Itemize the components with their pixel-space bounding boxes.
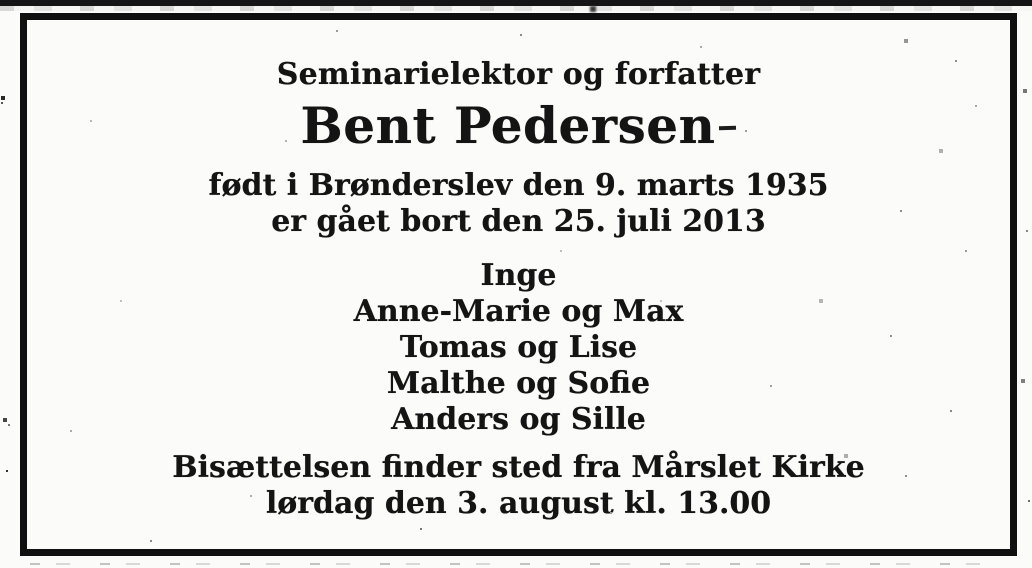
ceremony-location-line: Bisættelsen finder sted fra Mårslet Kirke [172,450,865,485]
family-names [27,258,1010,438]
top-edge-scan-fuzz [0,6,1032,11]
family-name-line: Anders og Sille [391,402,646,437]
life-dates [27,168,1010,240]
ceremony-details [27,450,1010,522]
family-name-line: Anne-Marie og Max [353,294,684,329]
death-line: er gået bort den 25. juli 2013 [271,204,766,239]
deceased-title: Seminarielektor og forfatter [276,57,761,92]
family-name-line: Tomas og Lise [399,330,638,365]
ceremony-time-line: lørdag den 3. august kl. 13.00 [265,486,772,521]
bottom-edge-scan-fuzz [30,563,990,565]
birth-line: født i Brønderslev den 9. marts 1935 [208,168,829,203]
family-name-line: Inge [480,258,557,293]
family-name-line: Malthe og Sofie [386,366,651,401]
deceased-name: Bent Pedersen [27,98,1010,154]
obituary-notice-box [20,13,1017,556]
